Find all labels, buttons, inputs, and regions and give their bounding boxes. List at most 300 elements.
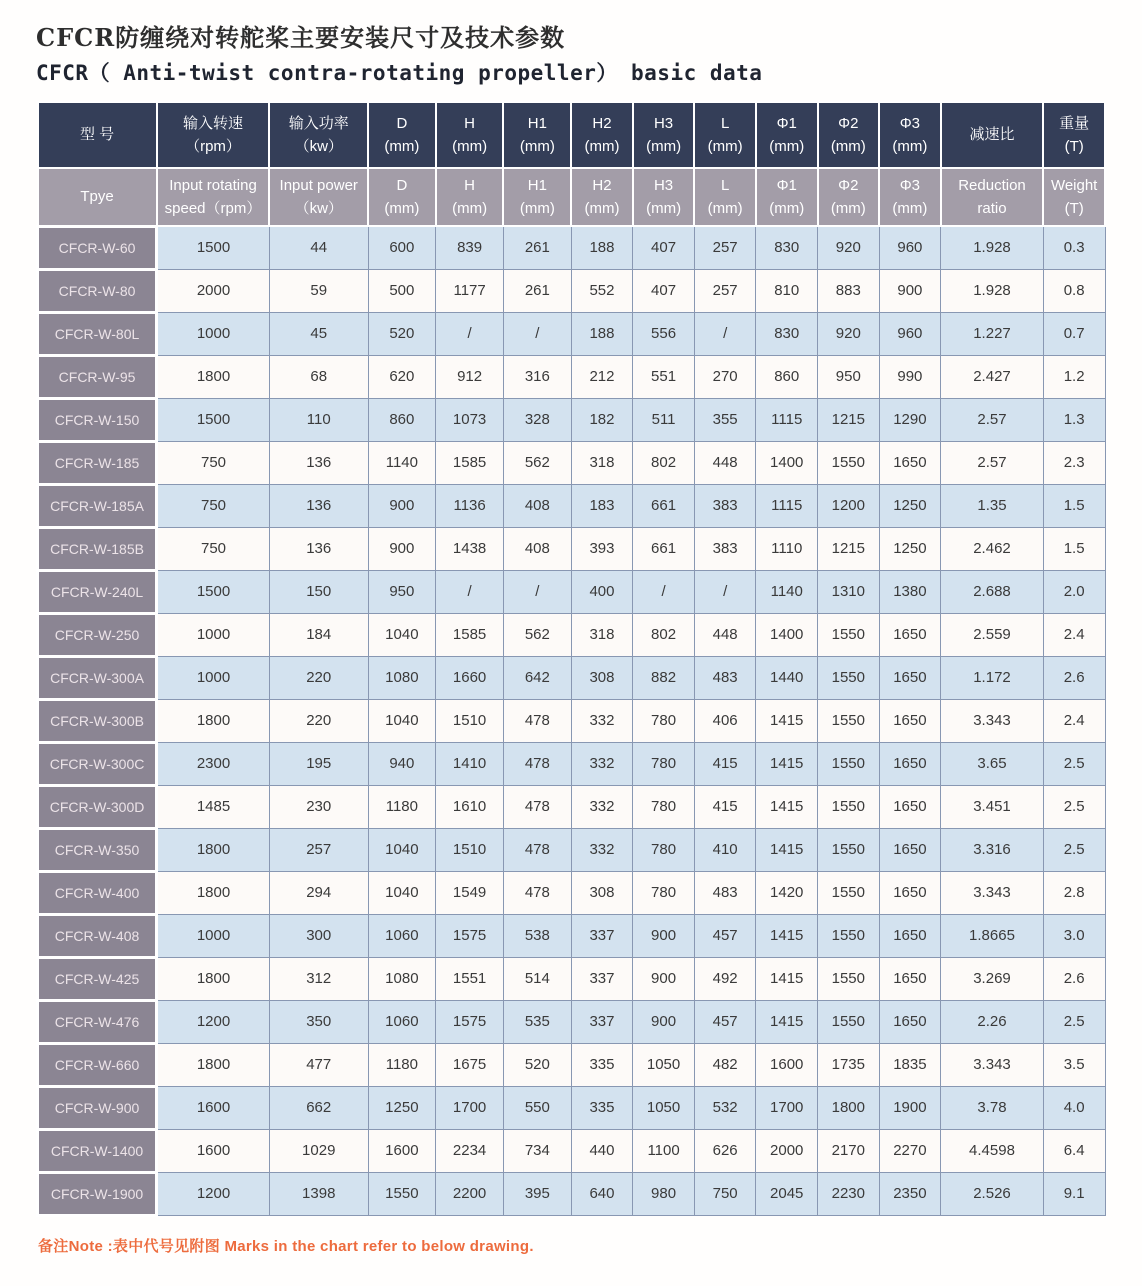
cell-weight: 6.4: [1043, 1129, 1105, 1172]
col-header-f3-en: Φ3 (mm): [879, 168, 941, 226]
cell-h1: 478: [503, 785, 571, 828]
cell-rpm: 1600: [157, 1086, 270, 1129]
cell-d: 1080: [368, 656, 436, 699]
cell-f3: 1650: [879, 613, 941, 656]
cell-f3: 1650: [879, 914, 941, 957]
table-row: [38, 1086, 1106, 1129]
cell-f1: 1415: [756, 1000, 818, 1043]
cell-l: 448: [694, 441, 756, 484]
cell-l: 448: [694, 613, 756, 656]
cell-h3: 900: [633, 914, 695, 957]
cell-f1: 1415: [756, 828, 818, 871]
cell-ratio: 2.57: [941, 398, 1044, 441]
cell-d: 1060: [368, 1000, 436, 1043]
cell-f1: 1415: [756, 742, 818, 785]
cell-h: 1073: [436, 398, 504, 441]
cell-f1: 1400: [756, 441, 818, 484]
page-title-en: CFCR（ Anti-twist contra-rotating propeller） basic data: [36, 61, 763, 85]
cell-h1: 562: [503, 613, 571, 656]
cell-h2: 440: [571, 1129, 633, 1172]
cell-f3: 960: [879, 226, 941, 269]
cell-weight: 3.5: [1043, 1043, 1105, 1086]
model-cell: CFCR-W-80L: [38, 312, 157, 355]
cell-weight: 2.6: [1043, 957, 1105, 1000]
col-header-model-zh: 型 号: [38, 102, 157, 168]
cell-f3: 1650: [879, 828, 941, 871]
cell-kw: 59: [269, 269, 368, 312]
cell-d: 900: [368, 527, 436, 570]
cell-rpm: 1800: [157, 355, 270, 398]
cell-weight: 9.1: [1043, 1172, 1105, 1215]
cell-f2: 1550: [818, 742, 880, 785]
cell-weight: 1.3: [1043, 398, 1105, 441]
cell-weight: 2.5: [1043, 828, 1105, 871]
cell-f1: 1115: [756, 398, 818, 441]
cell-f1: 1115: [756, 484, 818, 527]
cell-f2: 883: [818, 269, 880, 312]
model-cell: CFCR-W-408: [38, 914, 157, 957]
cell-weight: 0.3: [1043, 226, 1105, 269]
cell-h1: 734: [503, 1129, 571, 1172]
col-header-ratio-en: Reduction ratio: [941, 168, 1044, 226]
cell-h3: 661: [633, 527, 695, 570]
cell-h1: /: [503, 570, 571, 613]
cell-kw: 350: [269, 1000, 368, 1043]
cell-h1: 316: [503, 355, 571, 398]
spec-table: [36, 101, 1106, 1217]
col-header-h2-en: H2 (mm): [571, 168, 633, 226]
cell-h3: 780: [633, 785, 695, 828]
cell-f2: 1550: [818, 871, 880, 914]
cell-h: /: [436, 312, 504, 355]
cell-f2: 1550: [818, 1000, 880, 1043]
cell-f1: 810: [756, 269, 818, 312]
cell-h2: 337: [571, 1000, 633, 1043]
col-header-d-en: D (mm): [368, 168, 436, 226]
cell-kw: 300: [269, 914, 368, 957]
cell-l: 410: [694, 828, 756, 871]
cell-ratio: 3.78: [941, 1086, 1044, 1129]
cell-d: 620: [368, 355, 436, 398]
cell-weight: 2.5: [1043, 1000, 1105, 1043]
cell-ratio: 1.928: [941, 269, 1044, 312]
cell-d: 900: [368, 484, 436, 527]
cell-f3: 1900: [879, 1086, 941, 1129]
col-header-ratio-zh: 减速比: [941, 102, 1044, 168]
table-row: [38, 613, 1106, 656]
cell-ratio: 2.57: [941, 441, 1044, 484]
model-cell: CFCR-W-150: [38, 398, 157, 441]
cell-h1: 535: [503, 1000, 571, 1043]
cell-h1: 395: [503, 1172, 571, 1215]
table-row: [38, 484, 1106, 527]
cell-l: 270: [694, 355, 756, 398]
col-header-weight-en: Weight (T): [1043, 168, 1105, 226]
cell-ratio: 2.462: [941, 527, 1044, 570]
cell-l: 406: [694, 699, 756, 742]
cell-h: 1177: [436, 269, 504, 312]
col-header-l-zh: L (mm): [694, 102, 756, 168]
cell-weight: 2.3: [1043, 441, 1105, 484]
cell-h: 1136: [436, 484, 504, 527]
cell-f2: 1215: [818, 398, 880, 441]
cell-ratio: 1.227: [941, 312, 1044, 355]
cell-kw: 294: [269, 871, 368, 914]
model-cell: CFCR-W-300A: [38, 656, 157, 699]
model-cell: CFCR-W-250: [38, 613, 157, 656]
col-header-rpm-zh: 输入转速 （rpm）: [157, 102, 270, 168]
cell-f3: 1380: [879, 570, 941, 613]
col-header-kw-en: Input power （kw）: [269, 168, 368, 226]
cell-h3: 780: [633, 699, 695, 742]
cell-ratio: 4.4598: [941, 1129, 1044, 1172]
model-cell: CFCR-W-95: [38, 355, 157, 398]
cell-rpm: 2000: [157, 269, 270, 312]
cell-h3: 780: [633, 871, 695, 914]
cell-h1: 520: [503, 1043, 571, 1086]
cell-f3: 1650: [879, 871, 941, 914]
cell-h2: 335: [571, 1043, 633, 1086]
table-row: [38, 398, 1106, 441]
cell-l: 415: [694, 785, 756, 828]
cell-weight: 0.8: [1043, 269, 1105, 312]
cell-ratio: 1.928: [941, 226, 1044, 269]
cell-f1: 1420: [756, 871, 818, 914]
cell-h3: 980: [633, 1172, 695, 1215]
cell-f1: 1700: [756, 1086, 818, 1129]
cell-rpm: 1500: [157, 226, 270, 269]
cell-h: 839: [436, 226, 504, 269]
cell-kw: 136: [269, 527, 368, 570]
cell-d: 1550: [368, 1172, 436, 1215]
col-header-l-en: L (mm): [694, 168, 756, 226]
cell-ratio: 3.451: [941, 785, 1044, 828]
cell-h: 1575: [436, 1000, 504, 1043]
cell-d: 950: [368, 570, 436, 613]
cell-f2: 1550: [818, 828, 880, 871]
cell-f3: 1650: [879, 441, 941, 484]
cell-ratio: 2.559: [941, 613, 1044, 656]
cell-kw: 477: [269, 1043, 368, 1086]
cell-f3: 900: [879, 269, 941, 312]
cell-weight: 2.4: [1043, 699, 1105, 742]
cell-f1: 1600: [756, 1043, 818, 1086]
cell-h2: 308: [571, 656, 633, 699]
cell-f2: 920: [818, 226, 880, 269]
cell-h1: /: [503, 312, 571, 355]
table-row: [38, 441, 1106, 484]
cell-h: 1410: [436, 742, 504, 785]
model-cell: CFCR-W-1900: [38, 1172, 157, 1215]
cell-h3: 1050: [633, 1043, 695, 1086]
model-cell: CFCR-W-660: [38, 1043, 157, 1086]
cell-rpm: 1600: [157, 1129, 270, 1172]
cell-rpm: 1000: [157, 914, 270, 957]
cell-f1: 1415: [756, 957, 818, 1000]
cell-h1: 538: [503, 914, 571, 957]
cell-h: 912: [436, 355, 504, 398]
cell-h: 1585: [436, 441, 504, 484]
table-row: [38, 269, 1106, 312]
cell-h1: 514: [503, 957, 571, 1000]
table-row: [38, 699, 1106, 742]
cell-l: 457: [694, 1000, 756, 1043]
cell-l: 483: [694, 871, 756, 914]
cell-weight: 2.4: [1043, 613, 1105, 656]
cell-weight: 2.8: [1043, 871, 1105, 914]
cell-rpm: 750: [157, 484, 270, 527]
model-cell: CFCR-W-185B: [38, 527, 157, 570]
table-row: [38, 1172, 1106, 1215]
cell-rpm: 1200: [157, 1000, 270, 1043]
table-row: [38, 1043, 1106, 1086]
col-header-d-zh: D (mm): [368, 102, 436, 168]
col-header-f3-zh: Φ3 (mm): [879, 102, 941, 168]
cell-h2: 337: [571, 957, 633, 1000]
cell-h2: 183: [571, 484, 633, 527]
col-header-kw-zh: 输入功率 （kw）: [269, 102, 368, 168]
cell-h1: 550: [503, 1086, 571, 1129]
cell-l: 626: [694, 1129, 756, 1172]
cell-weight: 0.7: [1043, 312, 1105, 355]
cell-h: 1675: [436, 1043, 504, 1086]
cell-h2: 188: [571, 312, 633, 355]
cell-rpm: 1800: [157, 871, 270, 914]
cell-f1: 1415: [756, 699, 818, 742]
cell-rpm: 1000: [157, 656, 270, 699]
cell-l: 482: [694, 1043, 756, 1086]
cell-l: 750: [694, 1172, 756, 1215]
cell-rpm: 1485: [157, 785, 270, 828]
cell-kw: 150: [269, 570, 368, 613]
cell-f2: 1550: [818, 957, 880, 1000]
cell-h: 2200: [436, 1172, 504, 1215]
cell-d: 1140: [368, 441, 436, 484]
cell-ratio: 2.688: [941, 570, 1044, 613]
cell-weight: 1.5: [1043, 527, 1105, 570]
cell-ratio: 2.26: [941, 1000, 1044, 1043]
cell-rpm: 750: [157, 527, 270, 570]
cell-f1: 1415: [756, 914, 818, 957]
cell-f2: 1215: [818, 527, 880, 570]
cell-rpm: 1800: [157, 957, 270, 1000]
cell-ratio: 1.8665: [941, 914, 1044, 957]
cell-f3: 1650: [879, 656, 941, 699]
cell-h2: 318: [571, 441, 633, 484]
cell-rpm: 1800: [157, 699, 270, 742]
table-row: [38, 570, 1106, 613]
cell-l: 355: [694, 398, 756, 441]
cell-l: 483: [694, 656, 756, 699]
cell-f2: 1800: [818, 1086, 880, 1129]
cell-f2: 1735: [818, 1043, 880, 1086]
table-row: [38, 914, 1106, 957]
cell-d: 1250: [368, 1086, 436, 1129]
cell-h2: 337: [571, 914, 633, 957]
cell-ratio: 2.427: [941, 355, 1044, 398]
cell-h3: 551: [633, 355, 695, 398]
cell-f2: 1550: [818, 656, 880, 699]
page-title-zh: CFCR防缠绕对转舵桨主要安装尺寸及技术参数: [36, 23, 566, 52]
col-header-rpm-en: Input rotating speed（rpm）: [157, 168, 270, 226]
cell-l: 383: [694, 527, 756, 570]
cell-h1: 478: [503, 871, 571, 914]
cell-d: 1600: [368, 1129, 436, 1172]
table-row: [38, 871, 1106, 914]
cell-kw: 1029: [269, 1129, 368, 1172]
cell-h2: 332: [571, 785, 633, 828]
cell-f1: 1415: [756, 785, 818, 828]
cell-f3: 1650: [879, 742, 941, 785]
col-header-weight-zh: 重量 (T): [1043, 102, 1105, 168]
cell-kw: 44: [269, 226, 368, 269]
cell-l: 415: [694, 742, 756, 785]
cell-d: 1180: [368, 785, 436, 828]
cell-rpm: 1800: [157, 828, 270, 871]
cell-h2: 332: [571, 742, 633, 785]
cell-f2: 1200: [818, 484, 880, 527]
cell-h3: 802: [633, 441, 695, 484]
col-header-model-en: Tpye: [38, 168, 157, 226]
cell-h1: 478: [503, 699, 571, 742]
table-body: [38, 226, 1106, 1215]
cell-f2: 1550: [818, 914, 880, 957]
cell-f3: 2350: [879, 1172, 941, 1215]
cell-f3: 1250: [879, 484, 941, 527]
cell-ratio: 3.316: [941, 828, 1044, 871]
cell-kw: 68: [269, 355, 368, 398]
cell-f2: 1310: [818, 570, 880, 613]
model-cell: CFCR-W-240L: [38, 570, 157, 613]
cell-h1: 261: [503, 269, 571, 312]
table-row: [38, 785, 1106, 828]
footer-note: 备注Note :表中代号见附图 Marks in the chart refer to below drawing.: [38, 1237, 534, 1255]
cell-h3: 900: [633, 957, 695, 1000]
table-row: [38, 1000, 1106, 1043]
table-row: [38, 1129, 1106, 1172]
cell-f3: 1250: [879, 527, 941, 570]
cell-f1: 1140: [756, 570, 818, 613]
col-header-f2-zh: Φ2 (mm): [818, 102, 880, 168]
cell-f3: 1650: [879, 699, 941, 742]
cell-h: 1551: [436, 957, 504, 1000]
cell-h: 1610: [436, 785, 504, 828]
cell-weight: 1.5: [1043, 484, 1105, 527]
cell-weight: 4.0: [1043, 1086, 1105, 1129]
cell-kw: 184: [269, 613, 368, 656]
table-row: [38, 226, 1106, 269]
cell-f1: 1400: [756, 613, 818, 656]
cell-h1: 642: [503, 656, 571, 699]
cell-h1: 328: [503, 398, 571, 441]
col-header-f2-en: Φ2 (mm): [818, 168, 880, 226]
cell-ratio: 3.65: [941, 742, 1044, 785]
cell-h3: 780: [633, 828, 695, 871]
table-row: [38, 355, 1106, 398]
cell-h2: 400: [571, 570, 633, 613]
cell-f3: 1650: [879, 785, 941, 828]
cell-rpm: 750: [157, 441, 270, 484]
cell-kw: 136: [269, 484, 368, 527]
cell-h2: 318: [571, 613, 633, 656]
cell-d: 1040: [368, 613, 436, 656]
cell-h3: 407: [633, 226, 695, 269]
col-header-h-en: H (mm): [436, 168, 504, 226]
cell-h2: 332: [571, 828, 633, 871]
cell-h2: 188: [571, 226, 633, 269]
cell-h: 2234: [436, 1129, 504, 1172]
table-head: [38, 102, 1106, 226]
cell-l: /: [694, 312, 756, 355]
cell-h3: 780: [633, 742, 695, 785]
model-cell: CFCR-W-300C: [38, 742, 157, 785]
col-header-f1-zh: Φ1 (mm): [756, 102, 818, 168]
cell-h2: 308: [571, 871, 633, 914]
cell-kw: 1398: [269, 1172, 368, 1215]
cell-h: 1438: [436, 527, 504, 570]
cell-l: 532: [694, 1086, 756, 1129]
cell-d: 1040: [368, 871, 436, 914]
cell-d: 860: [368, 398, 436, 441]
cell-ratio: 3.343: [941, 1043, 1044, 1086]
cell-h3: 882: [633, 656, 695, 699]
cell-rpm: 2300: [157, 742, 270, 785]
cell-h3: 900: [633, 1000, 695, 1043]
cell-ratio: 1.172: [941, 656, 1044, 699]
cell-h1: 478: [503, 742, 571, 785]
cell-f2: 950: [818, 355, 880, 398]
col-header-h3-zh: H3 (mm): [633, 102, 695, 168]
cell-f1: 830: [756, 312, 818, 355]
model-cell: CFCR-W-425: [38, 957, 157, 1000]
col-header-h3-en: H3 (mm): [633, 168, 695, 226]
cell-weight: 2.5: [1043, 742, 1105, 785]
cell-rpm: 1200: [157, 1172, 270, 1215]
cell-h2: 552: [571, 269, 633, 312]
cell-l: 383: [694, 484, 756, 527]
header-row-zh: [38, 102, 1106, 168]
cell-kw: 220: [269, 699, 368, 742]
cell-kw: 220: [269, 656, 368, 699]
cell-kw: 662: [269, 1086, 368, 1129]
cell-weight: 1.2: [1043, 355, 1105, 398]
cell-h3: 1050: [633, 1086, 695, 1129]
cell-ratio: 3.343: [941, 699, 1044, 742]
cell-kw: 195: [269, 742, 368, 785]
col-header-h1-en: H1 (mm): [503, 168, 571, 226]
cell-h1: 408: [503, 484, 571, 527]
cell-f3: 1650: [879, 957, 941, 1000]
cell-f3: 1835: [879, 1043, 941, 1086]
cell-ratio: 3.269: [941, 957, 1044, 1000]
cell-rpm: 1800: [157, 1043, 270, 1086]
cell-h1: 562: [503, 441, 571, 484]
cell-d: 1180: [368, 1043, 436, 1086]
cell-f2: 1550: [818, 441, 880, 484]
col-header-h1-zh: H1 (mm): [503, 102, 571, 168]
model-cell: CFCR-W-60: [38, 226, 157, 269]
cell-f2: 2170: [818, 1129, 880, 1172]
cell-h: 1549: [436, 871, 504, 914]
cell-kw: 45: [269, 312, 368, 355]
model-cell: CFCR-W-185: [38, 441, 157, 484]
cell-d: 600: [368, 226, 436, 269]
cell-l: /: [694, 570, 756, 613]
cell-h1: 408: [503, 527, 571, 570]
cell-f1: 1440: [756, 656, 818, 699]
cell-l: 457: [694, 914, 756, 957]
cell-f1: 830: [756, 226, 818, 269]
